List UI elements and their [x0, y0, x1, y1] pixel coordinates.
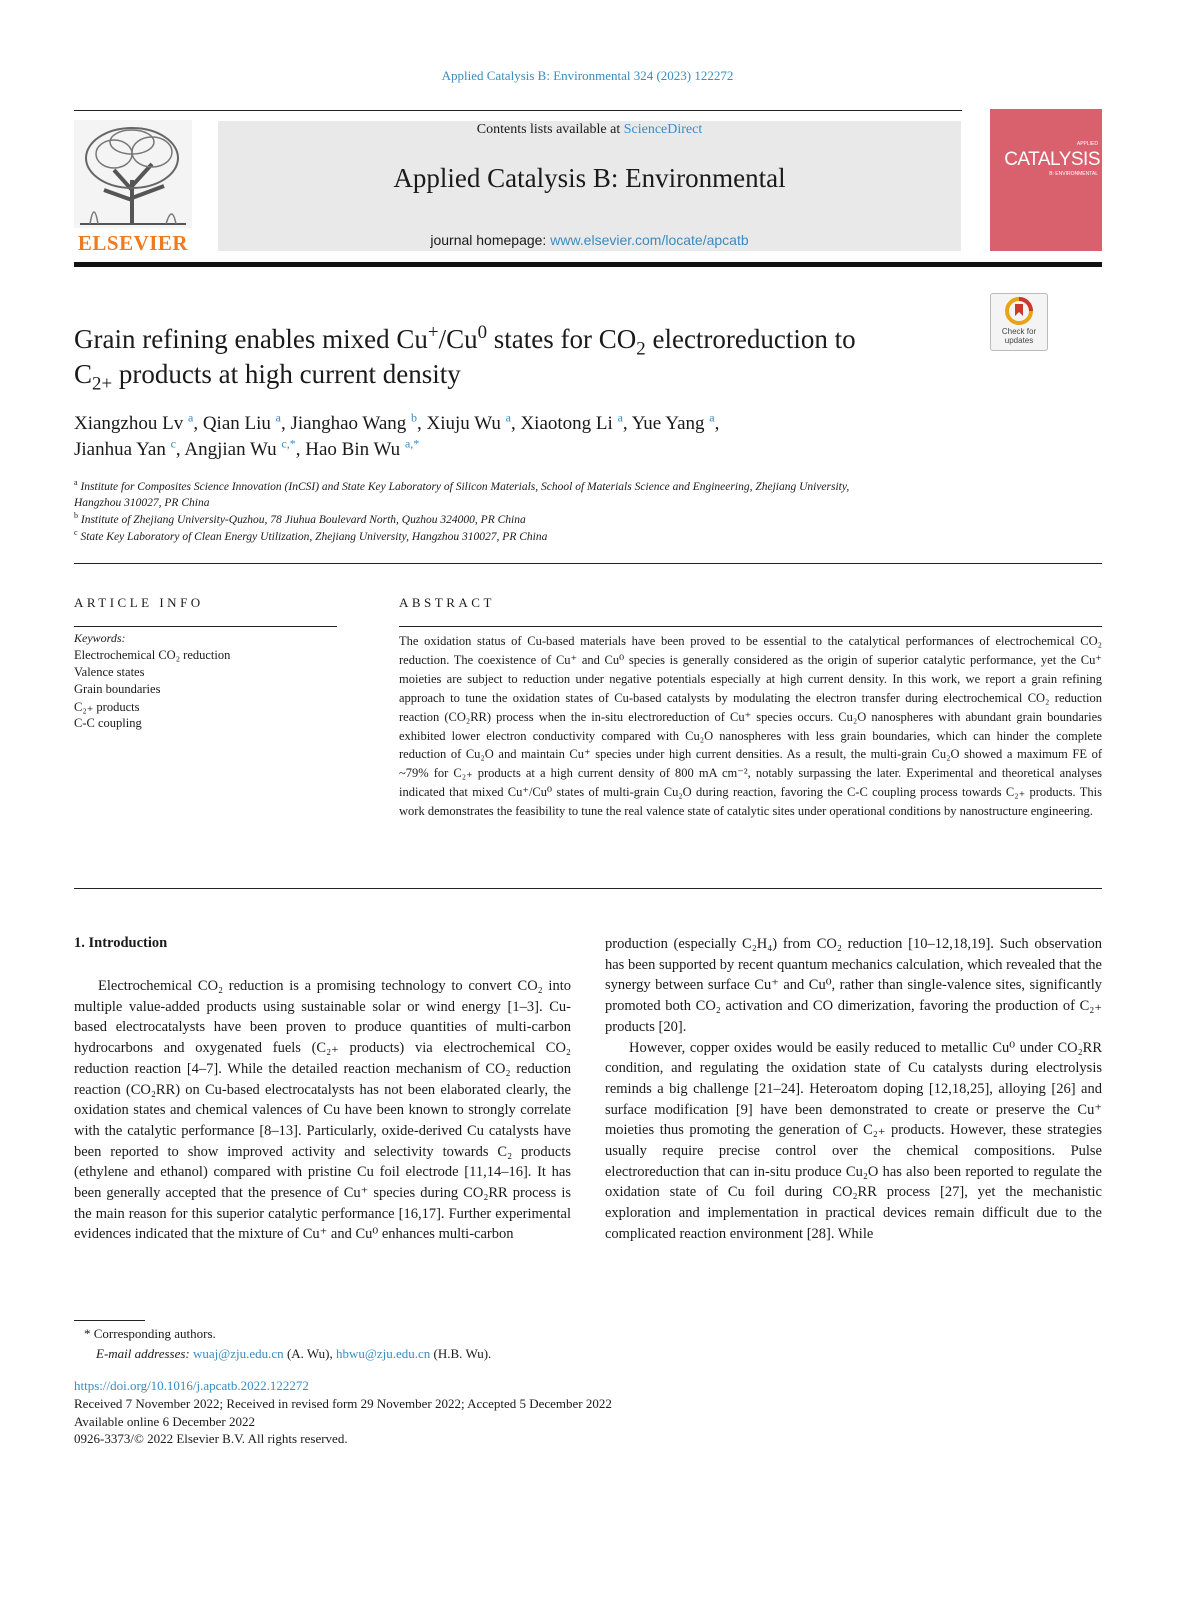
author[interactable]: Angjian Wu $^{c,*}$,	[184, 436, 306, 460]
title-text: /Cu	[438, 324, 478, 354]
email-line	[74, 1344, 491, 1364]
homepage-link[interactable]: www.elsevier.com/locate/apcatb	[550, 232, 749, 248]
header-rule	[74, 110, 962, 111]
author[interactable]: Qian Liu $^a$,	[202, 410, 291, 434]
abstract-heading: ABSTRACT	[399, 595, 495, 610]
affiliation-a-cont: Hangzhou 310027, PR China	[74, 497, 210, 509]
keyword: C₂₊ products	[74, 700, 140, 714]
title-line-1: Grain refining enables mixed Cu+/Cu$^0$ states for $CO_2$ electroreduction to	[74, 322, 856, 360]
author-line	[74, 437, 954, 463]
article-info-rule	[74, 626, 337, 627]
body-paragraph: However, copper oxides would be easily reduced to metallic Cu⁰ under CO₂RR condition, and regulating the oxidation state of Cu catalysts during electrolysis reminds a big challenge [21–24]. Heteroatom doping [12,18,25], alloying [26] and surface modification [9] have been demonstrated to create or preserve the Cu⁺ moieties thus promoting the generation of C₂₊ products. However, these strategies usually require precise control over the chemical compositions. Pulse electroreduction that can in-situ produce Cu₂O has also been reported to regulate the oxidation state of Cu foil during CO₂RR process [27], yet the mechanistic exploration and implementation in practical devices remain difficult due to the complicated reaction environment [28]. While	[605, 1039, 1102, 1242]
sciencedirect-link[interactable]: ScienceDirect	[623, 122, 703, 137]
doi-link[interactable]: https://doi.org/10.1016/j.apcatb.2022.122272	[74, 1378, 309, 1393]
author[interactable]: Jianghao Wang $^b$,	[290, 410, 427, 434]
journal-cover-thumbnail[interactable]	[990, 109, 1102, 251]
contents-line	[218, 122, 961, 138]
article-info-heading: ARTICLE INFO	[74, 595, 204, 610]
check-for-updates-badge[interactable]	[990, 293, 1048, 351]
affiliation-a: $^a$ Institute for Composites Science Innovation (InCSI) and State Key Laboratory of Silicon Materials, School of Materials Science and Engineering, Zhejiang University,	[74, 478, 850, 493]
author[interactable]: Hao Bin Wu $^{a,*}$	[305, 436, 420, 460]
footnote	[74, 1324, 491, 1364]
contents-prefix: Contents lists available at	[476, 122, 624, 137]
affiliation-rule	[74, 563, 1102, 564]
title-text: C	[74, 359, 93, 389]
abstract-bottom-rule	[74, 888, 1102, 889]
affiliation-c: $^c$ State Key Laboratory of Clean Energy Utilization, Zhejiang University, Hangzhou 310027, PR China	[74, 528, 548, 543]
elsevier-wordmark: ELSEVIER	[77, 231, 189, 255]
keyword: Valence states	[74, 665, 145, 679]
author[interactable]: Xiuju Wu $^a$,	[426, 410, 521, 434]
abstract-rule	[399, 626, 1102, 627]
keyword: C-C coupling	[74, 716, 142, 730]
homepage-prefix: journal homepage:	[430, 232, 551, 248]
author[interactable]: Xiangzhou Lv $^a$,	[74, 410, 203, 434]
email-label: E-mail addresses:	[96, 1346, 194, 1361]
received-dates: Received 7 November 2022; Received in revised form 29 November 2022; Accepted 5 December 2022	[74, 1396, 612, 1411]
author-list	[74, 411, 954, 463]
keyword: Grain boundaries	[74, 682, 161, 696]
masthead-rule	[74, 262, 1102, 267]
available-online: Available online 6 December 2022	[74, 1414, 255, 1429]
title-text: states for CO	[487, 324, 637, 354]
footnote-rule	[74, 1320, 145, 1321]
title-text: electroreduction to	[645, 324, 856, 354]
bookmark-icon	[1005, 297, 1033, 325]
check-updates-label: Check for updates	[1001, 327, 1037, 345]
affiliation-b: $^b$ Institute of Zhejiang University-Quzhou, 78 Jiuhua Boulevard North, Quzhou 324000, PR China	[74, 511, 526, 526]
running-head[interactable]: Applied Catalysis B: Environmental 324 (2023) 122272	[441, 68, 734, 83]
author[interactable]: Yue Yang $^a$,	[631, 410, 720, 434]
title-text: Grain refining enables mixed Cu	[74, 324, 428, 354]
email-owner: (A. Wu),	[283, 1346, 336, 1361]
cover-title: CATALYSIS	[1004, 149, 1100, 170]
author-line	[74, 411, 954, 437]
author[interactable]: Jianhua Yan $^c$,	[74, 436, 185, 460]
copyright: 0926-3373/© 2022 Elsevier B.V. All rights reserved.	[74, 1431, 348, 1446]
body-left-column	[74, 976, 571, 1245]
corresponding-note: * Corresponding authors.	[84, 1326, 216, 1341]
author[interactable]: Xiaotong Li $^a$,	[520, 410, 632, 434]
title-line-2: $C_{2+}$ products at high current density	[74, 359, 461, 395]
body-paragraph: production (especially C₂H₄) from CO₂ reduction [10–12,18,19]. Such observation has been supported by recent quantum mechanics calculation, which revealed that the synergy between surface Cu⁺ and Cu⁰, rather than single-valence sites, significantly promoted both CO₂ activation and CO dimerization, favoring the production of C₂₊ products [20].	[605, 936, 1102, 1035]
article-title	[74, 322, 974, 395]
cover-top-label: APPLIED	[1076, 141, 1098, 147]
keywords-label: Keywords:	[74, 631, 126, 645]
keyword: Electrochemical CO₂ reduction	[74, 648, 231, 662]
cover-subtitle: B: ENVIRONMENTAL	[1049, 171, 1098, 177]
body-right-column	[605, 934, 1102, 1245]
homepage-line	[218, 232, 961, 248]
journal-name: Applied Catalysis B: Environmental	[393, 163, 786, 193]
section-heading-introduction: 1. Introduction	[74, 935, 168, 951]
email-link[interactable]: wuaj@zju.edu.cn	[193, 1346, 284, 1361]
email-owner: (H.B. Wu).	[430, 1346, 492, 1361]
body-paragraph: Electrochemical CO₂ reduction is a promising technology to convert CO₂ into multiple value-added products using sustainable solar or wind energy [1–3]. Cu-based electrocatalysts have been proven to produce quantities of multi-carbon hydrocarbons and oxygenated fuels (C₂₊ products) via electrochemical CO₂ reduction reaction [4–7]. While the detailed reaction mechanism of CO₂ reduction reaction (CO₂RR) on Cu-based electrocatalysts has not been elaborated clearly, the oxidation states and chemical valences of Cu have been known to strongly correlate with the catalytic performance [8–13]. Particularly, oxide-derived Cu catalysts have been reported to show improved activity and selectivity towards C₂ products (ethylene and ethanol) compared with pristine Cu foil electrode [11,14–16]. It has been generally accepted that the presence of Cu⁺ species during CO₂RR process is the main reason for this superior catalytic performance [16,17]. Further experimental evidences indicated that the mixture of Cu⁺ and Cu⁰ enhances multi-carbon	[74, 978, 571, 1243]
email-link[interactable]: hbwu@zju.edu.cn	[336, 1346, 431, 1361]
abstract-text: The oxidation status of Cu-based materials have been proved to be essential to the catalytical performances of electrochemical CO₂ reduction. The coexistence of Cu⁺ and Cu⁰ species is generally considered as the origin of superior catalytic performance, yet the Cu⁺ moieties are subject to reduction under negative potentials especially at high current density. In this work, we report a grain refining approach to tune the oxidation states of Cu-based catalysts by modulating the electron transfer during electrochemical CO₂ reduction reaction (CO₂RR) process when the in-situ electroreduction of Cu⁺ species occurs. Cu₂O nanospheres with abundant grain boundaries exhibited lower electron conductivity compared with Cu₂O nanospheres with less grain boundaries, which can hinder the complete reduction of Cu₂O and maintain Cu⁺ species under high current densities. As a result, the multi-grain Cu₂O showed a maximum FE of ~79% for C₂₊ products at a high current density of 800 mA cm⁻², notably surpassing the later. Experimental and theoretical analyses indicated that mixed Cu⁺/Cu⁰ states of multi-grain Cu₂O during reaction, favoring the C-C coupling process towards C₂₊ products. This work demonstrates the feasibility to tune the real valence state of catalytic sites under operational conditions by nanostructure engineering.	[399, 634, 1102, 819]
title-text: products at high current density	[112, 359, 461, 389]
